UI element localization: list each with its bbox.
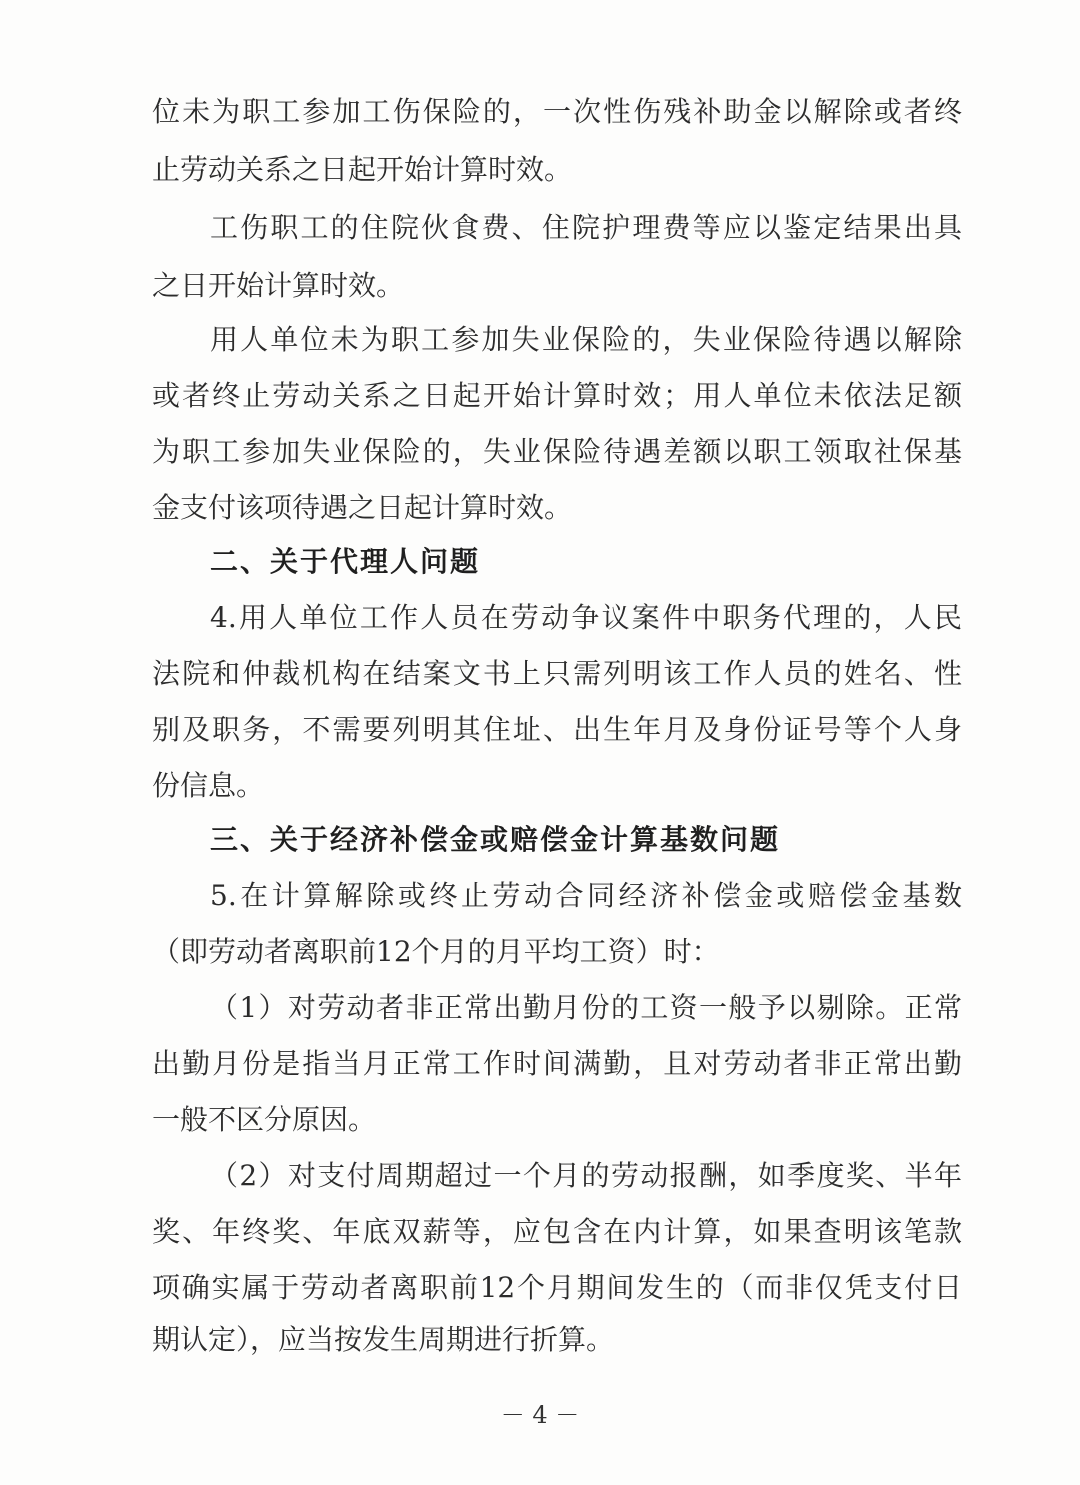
body-text-line: 用人单位未为职工参加失业保险的，失业保险待遇以解除 [210, 323, 962, 356]
section-heading: 二、关于代理人问题 [210, 545, 481, 578]
body-text-line: 或者终止劳动关系之日起开始计算时效；用人单位未依法足额 [152, 379, 962, 412]
page-number: － 4 － [500, 1401, 580, 1429]
body-text-line: 4.用人单位工作人员在劳动争议案件中职务代理的，人民 [210, 601, 962, 634]
body-text-line: 项确实属于劳动者离职前12个月期间发生的（而非仅凭支付日 [152, 1271, 962, 1304]
body-text-line: 份信息。 [152, 769, 265, 802]
body-text-line: 出勤月份是指当月正常工作时间满勤，且对劳动者非正常出勤 [152, 1047, 962, 1080]
body-text-line: 别及职务，不需要列明其住址、出生年月及身份证号等个人身 [152, 713, 962, 746]
body-text-line: 金支付该项待遇之日起计算时效。 [152, 491, 573, 524]
body-text-line: （1）对劳动者非正常出勤月份的工资一般予以剔除。正常 [210, 991, 962, 1024]
body-text-line: （2）对支付周期超过一个月的劳动报酬，如季度奖、半年 [210, 1159, 962, 1192]
section-heading: 三、关于经济补偿金或赔偿金计算基数问题 [210, 823, 781, 856]
body-text-line: 之日开始计算时效。 [152, 269, 405, 302]
body-text-line: 期认定），应当按发生周期进行折算。 [152, 1323, 615, 1356]
body-text-line: （即劳动者离职前12个月的月平均工资）时： [152, 935, 720, 968]
body-text-line: 工伤职工的住院伙食费、住院护理费等应以鉴定结果出具 [210, 211, 962, 244]
body-text-line: 奖、年终奖、年底双薪等，应包含在内计算，如果查明该笔款 [152, 1215, 962, 1248]
body-text-line: 5.在计算解除或终止劳动合同经济补偿金或赔偿金基数 [210, 879, 962, 912]
body-text-line: 为职工参加失业保险的，失业保险待遇差额以职工领取社保基 [152, 435, 962, 468]
body-text-line: 位未为职工参加工伤保险的，一次性伤残补助金以解除或者终 [152, 95, 962, 128]
body-text-line: 法院和仲裁机构在结案文书上只需列明该工作人员的姓名、性 [152, 657, 962, 690]
body-text-line: 止劳动关系之日起开始计算时效。 [152, 153, 573, 186]
body-text-line: 一般不区分原因。 [152, 1103, 377, 1136]
